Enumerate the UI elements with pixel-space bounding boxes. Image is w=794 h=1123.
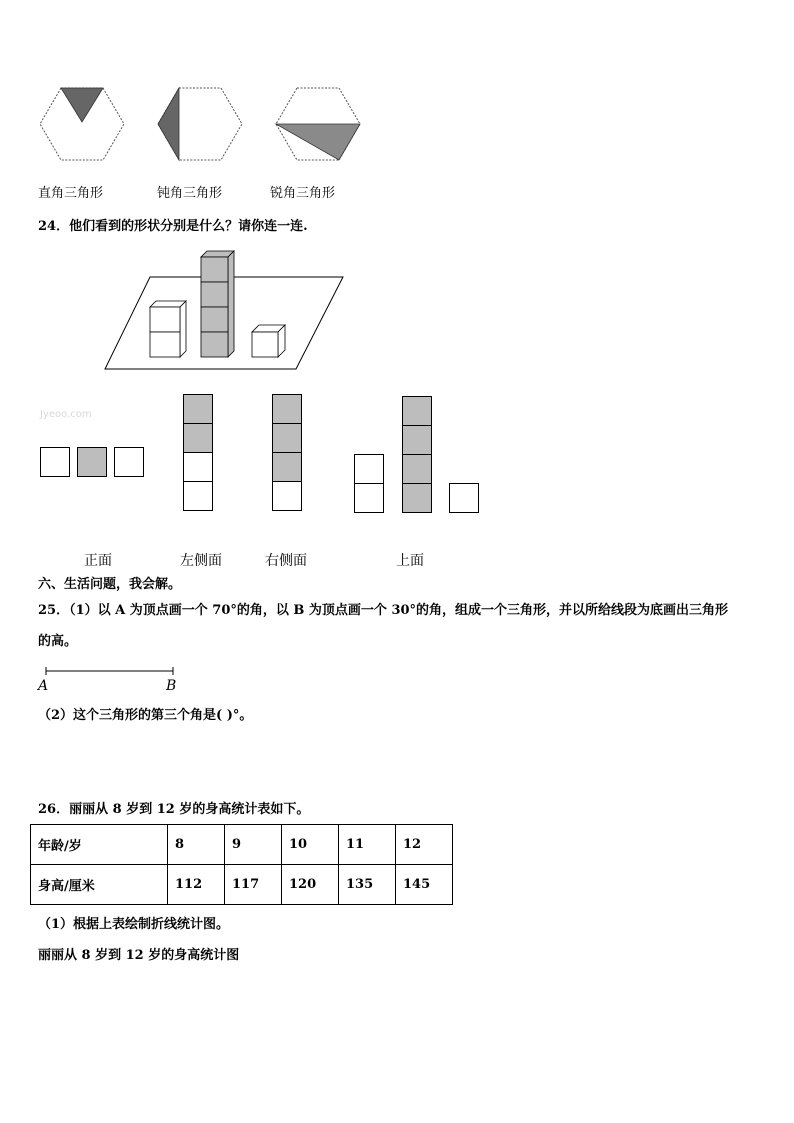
view-square (114, 447, 144, 477)
row-header-height: 身高/厘米 (31, 865, 168, 905)
table-cell: 8 (168, 825, 225, 865)
q25-part2: （2）这个三角形的第三个角是( )°。 (38, 708, 253, 723)
table-cell: 135 (339, 865, 396, 905)
view-label-front: 正面 (84, 553, 112, 569)
table-cell: 117 (225, 865, 282, 905)
watermark: Jyeoo.com (40, 409, 92, 420)
hexagon-label-obtuse: 钝角三角形 (157, 186, 223, 201)
hexagon-label-acute: 锐角三角形 (270, 186, 336, 201)
table-row-age (31, 825, 453, 865)
q25-line1: 25．（1）以 A 为顶点画一个 70°的角，以 B 为顶点画一个 30°的角，组成一个三角形，并以所给线段为底画出三角形 (38, 603, 729, 618)
row-header-age: 年龄/岁 (31, 825, 168, 865)
view-label-left: 左侧面 (180, 553, 222, 569)
view-square (40, 447, 70, 477)
q25-line2: 的高。 (38, 634, 78, 649)
table-cell: 145 (396, 865, 453, 905)
tall-cube-stack (201, 251, 234, 357)
hexagon-label-right: 直角三角形 (38, 186, 104, 201)
table-cell: 9 (225, 825, 282, 865)
cube-stack-scene (100, 245, 350, 375)
point-b-label: B (166, 678, 177, 694)
table-cell: 112 (168, 865, 225, 905)
hexagon-right-triangle (40, 88, 124, 160)
table-cell: 12 (396, 825, 453, 865)
height-stats-table (30, 824, 453, 905)
table-cell: 11 (339, 825, 396, 865)
hexagon-figures (36, 84, 366, 164)
q26-prompt: 26．丽丽从 8 岁到 12 岁的身高统计表如下。 (38, 802, 310, 817)
table-row-height (31, 865, 453, 905)
hexagon-acute-triangle (276, 88, 360, 160)
left-cube-stack (150, 301, 186, 357)
q26-part1: （1）根据上表绘制折线统计图。 (38, 917, 230, 932)
section-six-title: 六、生活问题，我会解。 (38, 577, 182, 592)
table-cell: 120 (282, 865, 339, 905)
view-label-right: 右侧面 (265, 553, 307, 569)
table-cell: 10 (282, 825, 339, 865)
view-square-shaded (77, 447, 107, 477)
segment-ab (40, 666, 180, 678)
view-label-top: 上面 (396, 553, 424, 569)
single-cube (252, 325, 285, 357)
q24-prompt: 24．他们看到的形状分别是什么？请你连一连. (38, 219, 308, 234)
q26-chart-title: 丽丽从 8 岁到 12 岁的身高统计图 (38, 948, 240, 963)
point-a-label: A (38, 678, 49, 694)
hexagon-obtuse-triangle (158, 88, 242, 160)
